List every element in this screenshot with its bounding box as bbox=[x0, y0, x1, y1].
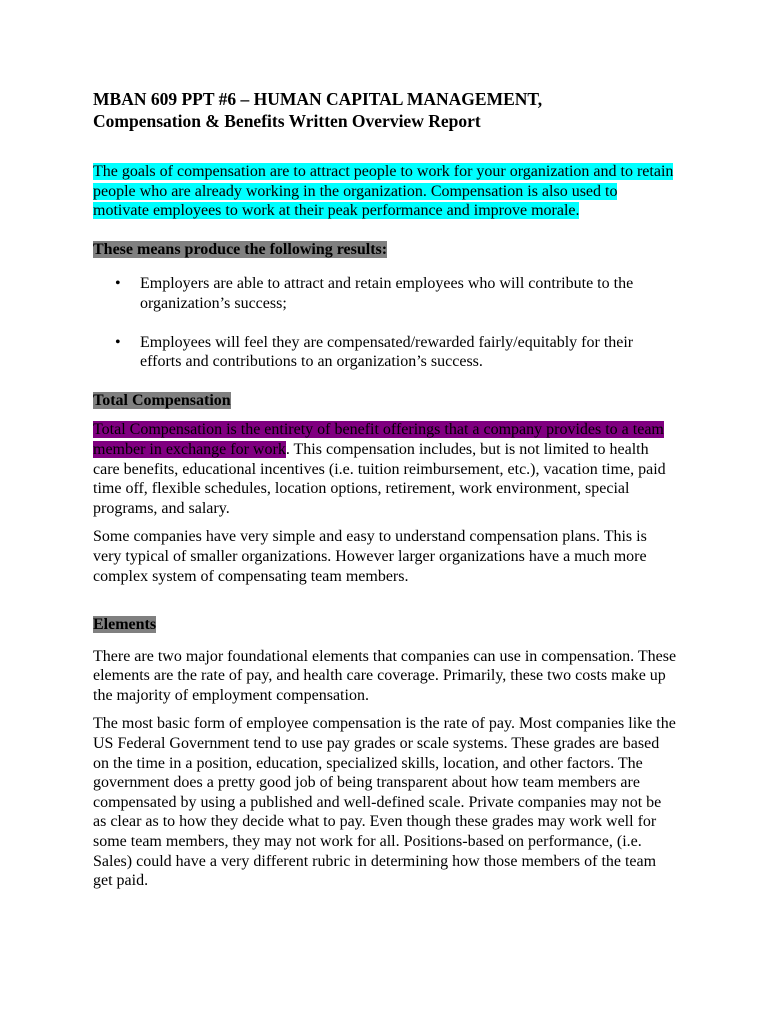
total-compensation-paragraph bbox=[93, 420, 677, 518]
total-compensation-heading bbox=[93, 391, 677, 411]
document-page bbox=[93, 88, 677, 891]
document-title bbox=[93, 88, 677, 132]
intro-paragraph bbox=[93, 162, 677, 221]
bullet-icon: • bbox=[115, 275, 121, 293]
results-list bbox=[93, 274, 677, 371]
simple-plans-paragraph: Some companies have very simple and easy to understand compensation plans. This is very typical of smaller organizations. However larger organizations have a much more complex system of compensating team members. bbox=[93, 528, 647, 585]
title-line-1: MBAN 609 PPT #6 – HUMAN CAPITAL MANAGEMENT, bbox=[93, 89, 543, 109]
total-compensation-text: . This compensation includes, but is not limited to health care benefits, educational incentives (i.e. tuition reimbursement, etc.), vacation time, paid time off, flexible schedules, location options, retirement, work environment, special programs, and salary. bbox=[93, 440, 666, 517]
results-item-text: Employees will feel they are compensated/rewarded fairly/equitably for their efforts and contributions to an organization’s success. bbox=[140, 333, 634, 371]
results-item-text: Employers are able to attract and retain employees who will contribute to the organization’s success; bbox=[140, 275, 634, 312]
elements-heading bbox=[93, 615, 677, 635]
total-compensation-heading-text: Total Compensation bbox=[93, 391, 231, 409]
results-list-item bbox=[93, 274, 677, 313]
elements-heading-text: Elements bbox=[93, 616, 157, 634]
total-compensation-highlighted-text: Total Compensation is the entirety of benefit offerings that a company provides to a team member in exchange for work bbox=[93, 421, 664, 458]
results-heading-text: These means produce the following results: bbox=[93, 240, 388, 258]
elements-paragraph-2: The most basic form of employee compensation is the rate of pay. Most companies like the US Federal Government tend to use pay grades or scale systems. These grades are based on the time in a position, education, specialized skills, location, and other factors. The government does a pretty good job of being transparent about how team members are compensated by using a published and well-defined scale. Private companies may not be as clear as to how they decide what to pay. Even though these grades may work well for some team members, they may not work for all. Positions-based on performance, (i.e. Sales) could have a very different rubric in determining how those members of the team get paid. bbox=[93, 715, 676, 890]
bullet-icon: • bbox=[115, 333, 121, 351]
elements-paragraph-1: There are two major foundational elements that companies can use in compensation. These elements are the rate of pay, and health care coverage. Primarily, these two costs make up the majority of employment compensation. bbox=[93, 647, 677, 704]
intro-highlighted-text: The goals of compensation are to attract people to work for your organization and to retain people who are already working in the organization. Compensation is also used to motivate employees to work at their peak performance and improve morale. bbox=[93, 163, 674, 220]
results-list-item bbox=[93, 333, 677, 372]
title-line-2: Compensation & Benefits Written Overview Report bbox=[93, 111, 481, 131]
results-heading bbox=[93, 240, 677, 260]
